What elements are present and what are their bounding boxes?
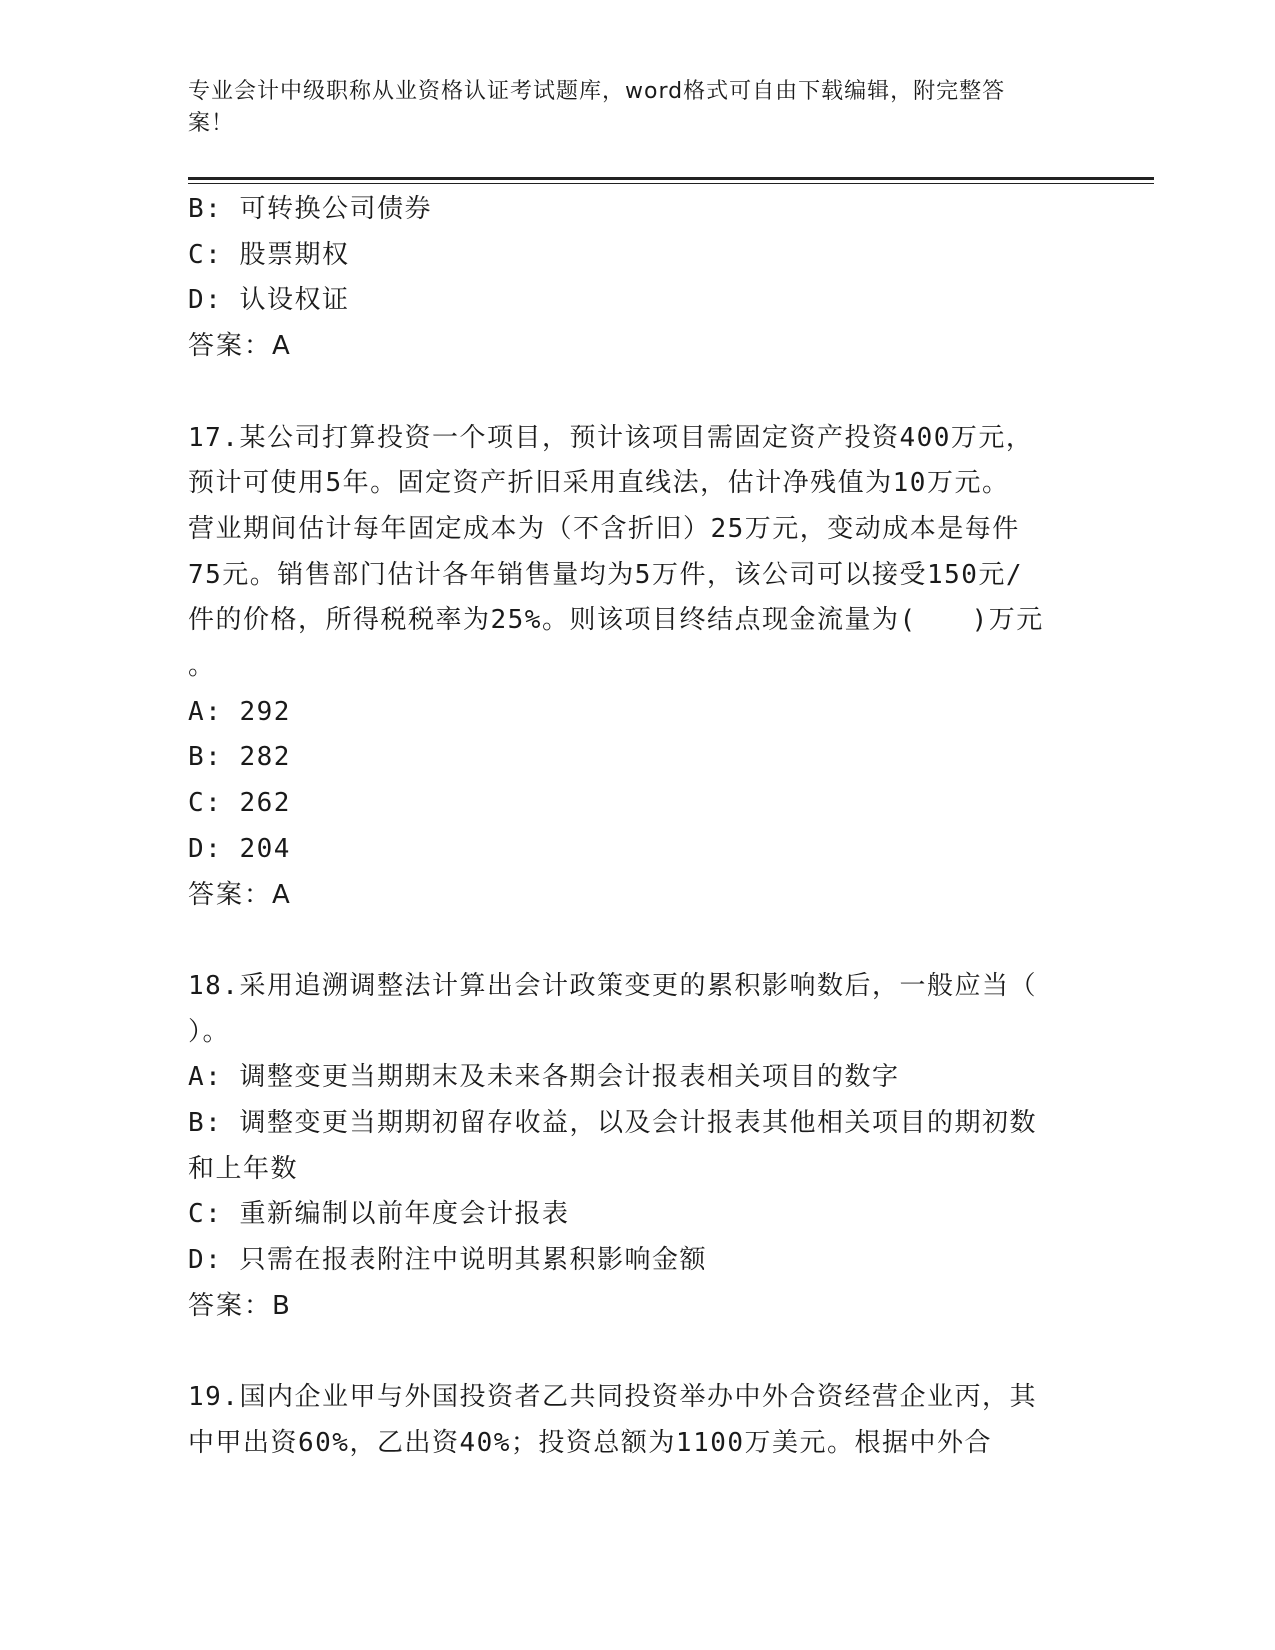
q17-text-line-4: 75元。销售部门估计各年销售量均为5万件，该公司可以接受150元/ bbox=[188, 559, 1024, 590]
q18-option-a: A: 调整变更当期期末及未来各期会计报表相关项目的数字 bbox=[188, 1062, 900, 1093]
spacer bbox=[188, 918, 1088, 964]
q18-option-b-line-1: B: 调整变更当期期初留存收益，以及会计报表其他相关项目的期初数 bbox=[188, 1108, 1037, 1139]
q17-option-d: D: 204 bbox=[188, 833, 291, 864]
header-line-2: 案！ bbox=[188, 111, 235, 136]
q17-text-line-2: 预计可使用5年。固定资产折旧采用直线法，估计净残值为10万元。 bbox=[188, 468, 1010, 499]
q17-text-line-6: 。 bbox=[188, 651, 216, 682]
q18-option-c: C: 重新编制以前年度会计报表 bbox=[188, 1199, 570, 1230]
q18-option-b-line-2: 和上年数 bbox=[188, 1153, 299, 1184]
q18-text-line-2: ）。 bbox=[188, 1016, 231, 1047]
q19-text-line-1: 19.国内企业甲与外国投资者乙共同投资举办中外合资经营企业丙，其 bbox=[188, 1382, 1037, 1413]
q18-option-d: D: 只需在报表附注中说明其累积影响金额 bbox=[188, 1245, 707, 1276]
q16-answer: 答案：A bbox=[188, 331, 292, 362]
q18-text-line-1: 18.采用追溯调整法计算出会计政策变更的累积影响数后，一般应当（ bbox=[188, 970, 1037, 1001]
header-line-1: 专业会计中级职称从业资格认证考试题库，word格式可自由下载编辑，附完整答 bbox=[188, 79, 1006, 104]
q17-option-b: B: 282 bbox=[188, 742, 291, 773]
header-divider bbox=[188, 177, 1154, 183]
q17-option-a: A: 292 bbox=[188, 696, 291, 727]
q17-answer: 答案：A bbox=[188, 879, 292, 910]
q18-answer: 答案：B bbox=[188, 1290, 292, 1321]
document-body bbox=[188, 187, 1088, 1467]
q16-option-d: D: 认设权证 bbox=[188, 285, 350, 316]
q17-text-line-5: 件的价格，所得税税率为25%。则该项目终结点现金流量为( )万元 bbox=[188, 605, 1044, 636]
page-header bbox=[188, 76, 1068, 140]
q17-text-line-3: 营业期间估计每年固定成本为（不含折旧）25万元，变动成本是每件 bbox=[188, 513, 1020, 544]
q17-text-line-1: 17.某公司打算投资一个项目，预计该项目需固定资产投资400万元， bbox=[188, 422, 1034, 453]
q17-option-c: C: 262 bbox=[188, 788, 291, 819]
q16-option-b: B: 可转换公司债券 bbox=[188, 194, 432, 224]
spacer bbox=[188, 370, 1088, 416]
q19-text-line-2: 中甲出资60%，乙出资40%；投资总额为1100万美元。根据中外合 bbox=[188, 1427, 993, 1458]
q16-option-c: C: 股票期权 bbox=[188, 239, 350, 270]
spacer bbox=[188, 1330, 1088, 1376]
